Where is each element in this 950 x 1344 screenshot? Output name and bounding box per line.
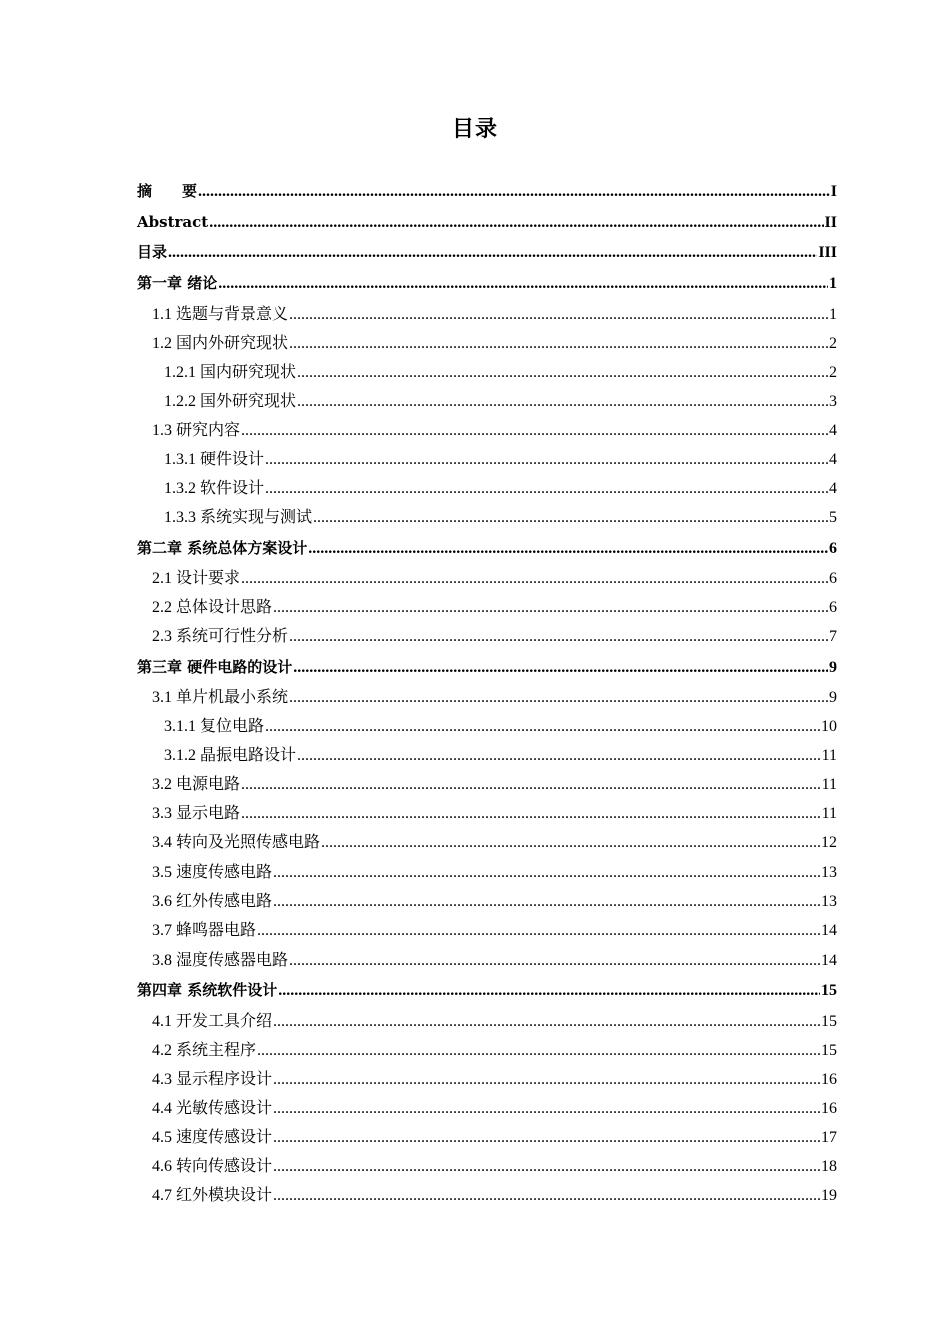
toc-entry-page-number: II [824, 214, 837, 231]
toc-entry-page-number: 3 [829, 393, 837, 410]
dot-leader [273, 892, 820, 912]
dot-leader [273, 863, 820, 883]
toc-entry-label: 3.3 显示电路 [152, 805, 241, 822]
toc-entry-label: 3.6 红外传感电路 [152, 893, 273, 910]
toc-section-entry[interactable] [137, 892, 837, 912]
toc-entry-label: 1.2 国内外研究现状 [152, 335, 289, 352]
toc-entry-page-number: 15 [821, 1013, 837, 1030]
dot-leader [273, 1186, 820, 1206]
toc-chapter-entry[interactable] [137, 538, 837, 559]
toc-entry-label: 3.1.1 复位电路 [164, 718, 265, 735]
dot-leader [273, 1157, 820, 1177]
toc-entry-label: 4.2 系统主程序 [152, 1042, 257, 1059]
toc-entry-label: 第四章 系统软件设计 [137, 981, 278, 999]
toc-entry-label: 1.3.3 系统实现与测试 [164, 509, 313, 526]
dot-leader [289, 951, 820, 971]
toc-entry-page-number: 9 [829, 659, 837, 676]
dot-leader [257, 1041, 820, 1061]
toc-entry-page-number: 11 [821, 805, 837, 822]
toc-entry-page-number: III [818, 244, 837, 261]
toc-entry-label: 4.7 红外模块设计 [152, 1187, 273, 1204]
toc-entry-label: 1.3.2 软件设计 [164, 480, 265, 497]
toc-entry-page-number: 15 [821, 982, 837, 999]
toc-entry-page-number: 10 [821, 718, 837, 735]
toc-subsection-entry[interactable] [137, 450, 837, 470]
toc-entry-page-number: 19 [821, 1187, 837, 1204]
dot-leader [297, 363, 828, 383]
toc-entry-label: 第二章 系统总体方案设计 [137, 539, 308, 557]
toc-entry-label: 第一章 绪论 [137, 274, 218, 292]
dot-leader [168, 243, 817, 263]
toc-section-entry[interactable] [137, 921, 837, 941]
dot-leader [241, 569, 828, 589]
toc-section-entry[interactable] [137, 598, 837, 618]
dot-leader [289, 334, 828, 354]
toc-entry-label: 3.8 湿度传感器电路 [152, 952, 289, 969]
toc-entry-page-number: 2 [829, 364, 837, 381]
toc-entry-page-number: 6 [829, 540, 837, 557]
toc-chapter-entry[interactable] [137, 242, 837, 263]
toc-entry-page-number: 1 [829, 275, 837, 292]
toc-section-entry[interactable] [137, 688, 837, 708]
toc-section-entry[interactable] [137, 1099, 837, 1119]
toc-section-entry[interactable] [137, 627, 837, 647]
dot-leader [241, 421, 828, 441]
toc-entry-label: 1.3 研究内容 [152, 422, 241, 439]
dot-leader [241, 804, 821, 824]
toc-subsection-entry[interactable] [137, 746, 837, 766]
toc-entry-page-number: 17 [821, 1129, 837, 1146]
toc-section-entry[interactable] [137, 1128, 837, 1148]
toc-entry-page-number: 9 [829, 689, 837, 706]
toc-entry-label: 3.4 转向及光照传感电路 [152, 834, 321, 851]
dot-leader [265, 479, 828, 499]
toc-subsection-entry[interactable] [137, 479, 837, 499]
toc-entry-page-number: 15 [821, 1042, 837, 1059]
toc-entry-page-number: 4 [829, 451, 837, 468]
toc-section-entry[interactable] [137, 1157, 837, 1177]
toc-subsection-entry[interactable] [137, 717, 837, 737]
dot-leader [289, 305, 828, 325]
dot-leader [308, 539, 828, 559]
dot-leader [297, 746, 821, 766]
toc-section-entry[interactable] [137, 305, 837, 325]
toc-entry-label: 1.1 选题与背景意义 [152, 306, 289, 323]
dot-leader [278, 981, 820, 1001]
toc-section-entry[interactable] [137, 1041, 837, 1061]
toc-entry-page-number: 14 [821, 922, 837, 939]
toc-entry-label: 4.5 速度传感设计 [152, 1129, 273, 1146]
toc-section-entry[interactable] [137, 334, 837, 354]
dot-leader [198, 182, 830, 202]
toc-entry-label: 目录 [137, 243, 168, 261]
toc-entry-page-number: I [830, 183, 837, 200]
toc-entry-page-number: 16 [821, 1100, 837, 1117]
dot-leader [241, 775, 821, 795]
toc-section-entry[interactable] [137, 951, 837, 971]
dot-leader [273, 1070, 820, 1090]
dot-leader [209, 213, 823, 233]
toc-section-entry[interactable] [137, 421, 837, 441]
toc-entry-label: 1.2.1 国内研究现状 [164, 364, 297, 381]
toc-entry-page-number: 13 [821, 893, 837, 910]
dot-leader [265, 717, 820, 737]
dot-leader [218, 274, 828, 294]
toc-section-entry[interactable] [137, 1012, 837, 1032]
toc-entry-page-number: 2 [829, 335, 837, 352]
toc-entry-label: 3.1.2 晶振电路设计 [164, 747, 297, 764]
toc-entry-page-number: 11 [821, 776, 837, 793]
toc-entry-label: 1.3.1 硬件设计 [164, 451, 265, 468]
toc-chapter-entry[interactable] [137, 212, 837, 233]
dot-leader [273, 1012, 820, 1032]
toc-entry-page-number: 16 [821, 1071, 837, 1088]
toc-entry-page-number: 6 [829, 599, 837, 616]
toc-entry-page-number: 5 [829, 509, 837, 526]
toc-entry-page-number: 4 [829, 480, 837, 497]
dot-leader [273, 1099, 820, 1119]
toc-chapter-entry[interactable] [137, 273, 837, 294]
toc-entry-label: 4.3 显示程序设计 [152, 1071, 273, 1088]
toc-section-entry[interactable] [137, 569, 837, 589]
toc-subsection-entry[interactable] [137, 392, 837, 412]
dot-leader [293, 658, 828, 678]
toc-entry-label: Abstract [137, 213, 209, 231]
toc-entry-label: 3.7 蜂鸣器电路 [152, 922, 257, 939]
toc-entry-page-number: 6 [829, 570, 837, 587]
toc-entry-label: 3.5 速度传感电路 [152, 864, 273, 881]
toc-entry-page-number: 12 [821, 834, 837, 851]
toc-section-entry[interactable] [137, 1070, 837, 1090]
dot-leader [265, 450, 828, 470]
toc-entry-page-number: 7 [829, 628, 837, 645]
toc-entry-page-number: 1 [829, 306, 837, 323]
dot-leader [257, 921, 820, 941]
toc-entry-label: 4.1 开发工具介绍 [152, 1013, 273, 1030]
toc-entry-label: 2.1 设计要求 [152, 570, 241, 587]
toc-chapter-entry[interactable] [137, 980, 837, 1001]
dot-leader [297, 392, 828, 412]
toc-chapter-entry[interactable] [137, 181, 837, 202]
toc-section-entry[interactable] [137, 775, 837, 795]
toc-entry-page-number: 13 [821, 864, 837, 881]
dot-leader [321, 833, 820, 853]
dot-leader [313, 508, 828, 528]
dot-leader [273, 1128, 820, 1148]
toc-subsection-entry[interactable] [137, 363, 837, 383]
toc-entry-page-number: 14 [821, 952, 837, 969]
toc-section-entry[interactable] [137, 804, 837, 824]
toc-entry-page-number: 4 [829, 422, 837, 439]
toc-entry-page-number: 18 [821, 1158, 837, 1175]
dot-leader [289, 688, 828, 708]
toc-section-entry[interactable] [137, 1186, 837, 1206]
toc-entry-label: 4.4 光敏传感设计 [152, 1100, 273, 1117]
toc-entry-label: 摘 要 [137, 182, 198, 200]
toc-entry-label: 3.2 电源电路 [152, 776, 241, 793]
toc-entry-label: 3.1 单片机最小系统 [152, 689, 289, 706]
toc-entry-page-number: 11 [821, 747, 837, 764]
toc-entry-label: 第三章 硬件电路的设计 [137, 658, 293, 676]
dot-leader [273, 598, 828, 618]
toc-subsection-entry[interactable] [137, 508, 837, 528]
toc-section-entry[interactable] [137, 863, 837, 883]
toc-section-entry[interactable] [137, 833, 837, 853]
toc-entry-label: 2.3 系统可行性分析 [152, 628, 289, 645]
dot-leader [289, 627, 828, 647]
toc-entry-label: 2.2 总体设计思路 [152, 599, 273, 616]
toc-chapter-entry[interactable] [137, 657, 837, 678]
toc-entry-label: 1.2.2 国外研究现状 [164, 393, 297, 410]
page-title: 目录 [451, 117, 498, 142]
toc-entry-label: 4.6 转向传感设计 [152, 1158, 273, 1175]
